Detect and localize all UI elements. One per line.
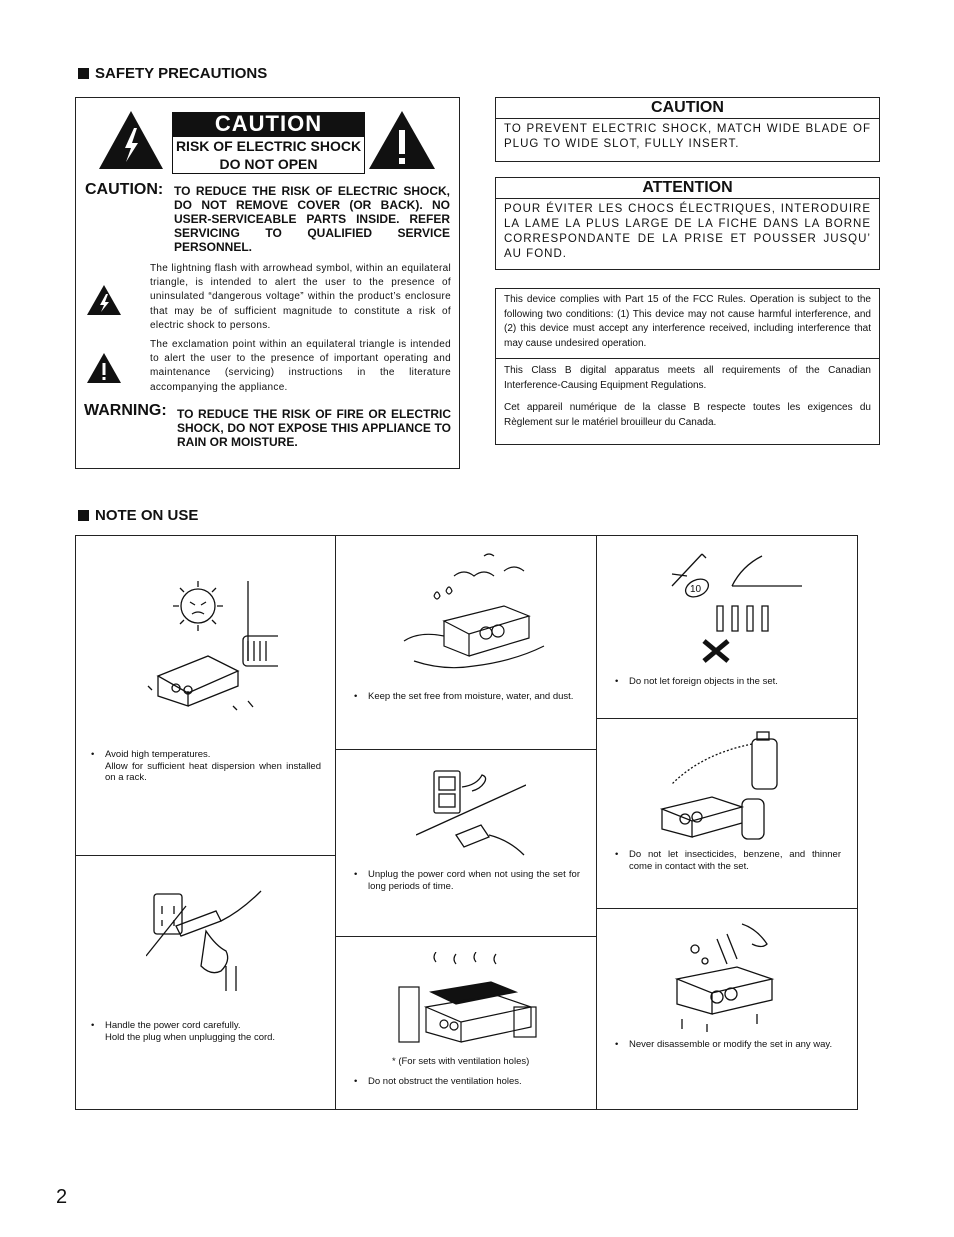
plug-hand-illustration <box>146 886 266 996</box>
note-cell-heat <box>75 535 336 856</box>
foreign-objects-caption: • Do not let foreign objects in the set. <box>615 676 778 687</box>
caution-label: CAUTION: <box>85 181 164 198</box>
note-cell-disassemble <box>596 908 858 1110</box>
note-cell-ventilation <box>335 936 597 1110</box>
fcc-classb-english: This Class B digital apparatus meets all requirements of the Canadian Interference-Causing Equipment Regulations. <box>504 365 871 391</box>
exclamation-explanation: The exclamation point within an equilateral triangle is intended to alert the user to the presence of important operating and maintenance (servicing) instructions in the literature accompanying the appliance. <box>150 339 451 393</box>
tools-disassembly-illustration <box>667 919 787 1034</box>
caution-box-text: TO PREVENT ELECTRIC SHOCK, MATCH WIDE BLADE OF PLUG TO WIDE SLOT, FULLY INSERT. <box>504 123 871 150</box>
unplugged-cord-illustration <box>416 765 526 860</box>
fcc-classb-french: Cet appareil numérique de la classe B respecte toutes les exigences du Règlement sur le matériel brouilleur du Canada. <box>504 402 871 428</box>
hot-sun-illustration <box>138 576 278 716</box>
heat-caption: • Avoid high temperatures. Allow for sufficient heat dispersion when installed on a rack. <box>91 749 321 783</box>
caution-statement: TO REDUCE THE RISK OF ELECTRIC SHOCK, DO NOT REMOVE COVER (OR BACK). NO USER-SERVICEABLE PARTS INSIDE. REFER SERVICING TO QUALIFIED SERVICE PERSONNEL. <box>174 184 450 254</box>
foreign-objects-illustration <box>652 546 807 671</box>
note-cell-power-cord <box>75 855 336 1110</box>
lightning-warning-icon <box>98 110 164 170</box>
ventilation-footnote: * (For sets with ventilation holes) <box>392 1056 530 1067</box>
attention-box <box>495 177 880 270</box>
square-bullet-icon <box>78 68 89 79</box>
square-bullet-icon <box>78 510 89 521</box>
exclamation-warning-icon <box>368 110 436 170</box>
fcc-box <box>495 288 880 445</box>
exclamation-small-icon <box>86 352 122 384</box>
note-cell-unplug <box>335 749 597 937</box>
caution-banner-subtitle: RISK OF ELECTRIC SHOCK DO NOT OPEN <box>172 136 365 174</box>
caution-banner <box>172 112 365 174</box>
fcc-part15-text: This device complies with Part 15 of the FCC Rules. Operation is subject to the following two conditions: (1) This device may not cause harmful interference, and (2) this device must accept any interference received, including interference that may cause undesired operation. <box>496 289 879 359</box>
warning-statement: TO REDUCE THE RISK OF FIRE OR ELECTRIC SHOCK, DO NOT EXPOSE THIS APPLIANCE TO RAIN OR MOISTURE. <box>177 407 451 449</box>
moisture-caption: • Keep the set free from moisture, water, and dust. <box>354 691 574 702</box>
caution-box-title: CAUTION <box>496 98 879 119</box>
disassemble-caption: • Never disassemble or modify the set in any way. <box>615 1039 833 1050</box>
caution-box <box>495 97 880 162</box>
note-cell-moisture <box>335 535 597 750</box>
safety-precautions-heading: SAFETY PRECAUTIONS <box>78 65 267 82</box>
wet-dusty-set-illustration <box>394 551 554 676</box>
lightning-small-icon <box>86 284 122 316</box>
unplug-caption: • Unplug the power cord when not using the set for long periods of time. <box>354 869 580 892</box>
lightning-explanation: The lightning flash with arrowhead symbol, within an equilateral triangle, is intended to alert the user to the presence of uninsulated “dangerous voltage” within the product’s enclosure that may be of sufficient magnitude to constitute a risk of electric shock to persons. <box>150 263 451 331</box>
note-cell-insecticides <box>596 718 858 909</box>
spray-cans-illustration <box>657 729 792 844</box>
ventilation-caption: • Do not obstruct the ventilation holes. <box>354 1076 522 1087</box>
note-cell-foreign-objects <box>596 535 858 719</box>
attention-box-title: ATTENTION <box>496 178 879 199</box>
coin-label: 10 <box>690 584 702 595</box>
attention-box-text: POUR ÉVITER LES CHOCS ÉLECTRIQUES, INTERODUIRE LA LAME LA PLUS LARGE DE LA FICHE DANS LA BORNE CORRESPONDANTE DE LA PRISE ET POUSSER JUSQU’ AU FOND. <box>504 203 871 260</box>
warning-label: WARNING: <box>84 402 167 419</box>
caution-banner-title: CAUTION <box>172 112 365 136</box>
power-cord-caption: • Handle the power cord carefully. Hold the plug when unplugging the cord. <box>91 1020 276 1043</box>
page-number: 2 <box>56 1186 68 1208</box>
insecticides-caption: • Do not let insecticides, benzene, and thinner come in contact with the set. <box>615 849 841 872</box>
blocked-vents-illustration <box>396 952 546 1047</box>
safety-box <box>75 97 460 469</box>
note-on-use-heading: NOTE ON USE <box>78 507 198 524</box>
